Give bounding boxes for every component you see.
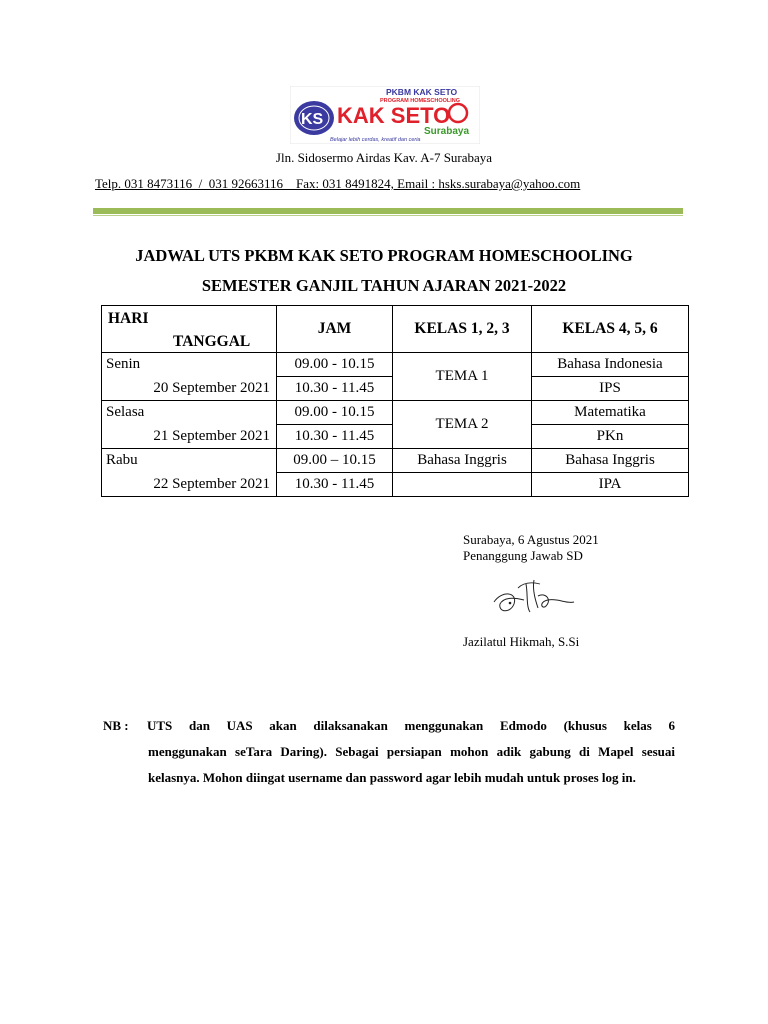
jam-cell: 10.30 - 11.45 — [277, 377, 393, 401]
header-jam: JAM — [277, 306, 393, 353]
kelas456-cell: Bahasa Inggris — [532, 449, 689, 473]
table-header-row — [102, 306, 689, 353]
kelas456-cell: PKn — [532, 425, 689, 449]
header-hari-tanggal — [102, 306, 277, 353]
logo-city: Surabaya — [424, 126, 470, 137]
signature-place-date: Surabaya, 6 Agustus 2021 — [463, 532, 599, 547]
kelas123-cell: TEMA 2 — [393, 401, 532, 449]
table-row — [102, 449, 689, 473]
school-logo — [290, 86, 480, 144]
date-cell: 22 September 2021 — [102, 473, 277, 497]
table-row — [102, 401, 689, 425]
address: Jln. Sidosermo Airdas Kav. A-7 Surabaya — [275, 150, 493, 165]
date-cell: 20 September 2021 — [102, 377, 277, 401]
kelas123-cell: Bahasa Inggris — [393, 449, 532, 473]
logo-sub-text: PROGRAM HOMESCHOOLING — [380, 98, 461, 104]
signature-role: Penanggung Jawab SD — [463, 548, 583, 563]
table-row — [102, 353, 689, 377]
kelas456-cell: Bahasa Indonesia — [532, 353, 689, 377]
jam-cell: 09.00 - 10.15 — [277, 401, 393, 425]
header-kelas-1-2-3: KELAS 1, 2, 3 — [393, 306, 532, 353]
header-rule — [93, 208, 683, 214]
header-rule-thin — [93, 215, 683, 216]
jam-cell: 09.00 – 10.15 — [277, 449, 393, 473]
schedule-title: JADWAL UTS PKBM KAK SETO PROGRAM HOMESCHOOLING — [135, 246, 633, 265]
kelas456-cell: IPA — [532, 473, 689, 497]
header-tanggal: TANGGAL — [173, 333, 251, 350]
schedule-subtitle: SEMESTER GANJIL TAHUN AJARAN 2021-2022 — [201, 276, 567, 295]
note-label: NB : — [103, 718, 129, 733]
kelas456-cell: IPS — [532, 377, 689, 401]
note-line-1: UTS dan UAS akan dilaksanakan menggunakan Edmodo (khusus kelas 6 — [147, 718, 675, 733]
logo-tagline: Belajar lebih cerdas, kreatif dan ceria — [330, 137, 421, 143]
jam-cell: 09.00 - 10.15 — [277, 353, 393, 377]
signature-name: Jazilatul Hikmah, S.Si — [463, 634, 580, 649]
day-cell: Rabu — [102, 449, 277, 473]
table-row — [102, 473, 689, 497]
contact-line: Telp. 031 8473116 / 031 92663116 Fax: 031 8491824, Email : hsks.surabaya@yahoo.com — [95, 176, 581, 191]
logo-brand: KAK SETO — [337, 103, 451, 128]
logo-top-text: PKBM KAK SETO — [386, 87, 458, 97]
kelas123-cell — [393, 473, 532, 497]
signature-image — [488, 572, 578, 622]
jam-cell: 10.30 - 11.45 — [277, 473, 393, 497]
logo-ks: KS — [301, 111, 324, 128]
header-kelas-4-5-6: KELAS 4, 5, 6 — [532, 306, 689, 353]
note-text: menggunakan seTara Daring). Sebagai persiapan mohon adik gabung di Mapel sesuai kelasnya. Mohon diingat username dan password agar lebih mudah untuk proses log in. — [148, 744, 675, 785]
day-cell: Selasa — [102, 401, 277, 425]
kelas456-cell: Matematika — [532, 401, 689, 425]
schedule-table — [101, 305, 689, 497]
jam-cell: 10.30 - 11.45 — [277, 425, 393, 449]
header-hari: HARI — [108, 310, 149, 327]
kelas123-cell: TEMA 1 — [393, 353, 532, 401]
date-cell: 21 September 2021 — [102, 425, 277, 449]
day-cell: Senin — [102, 353, 277, 377]
